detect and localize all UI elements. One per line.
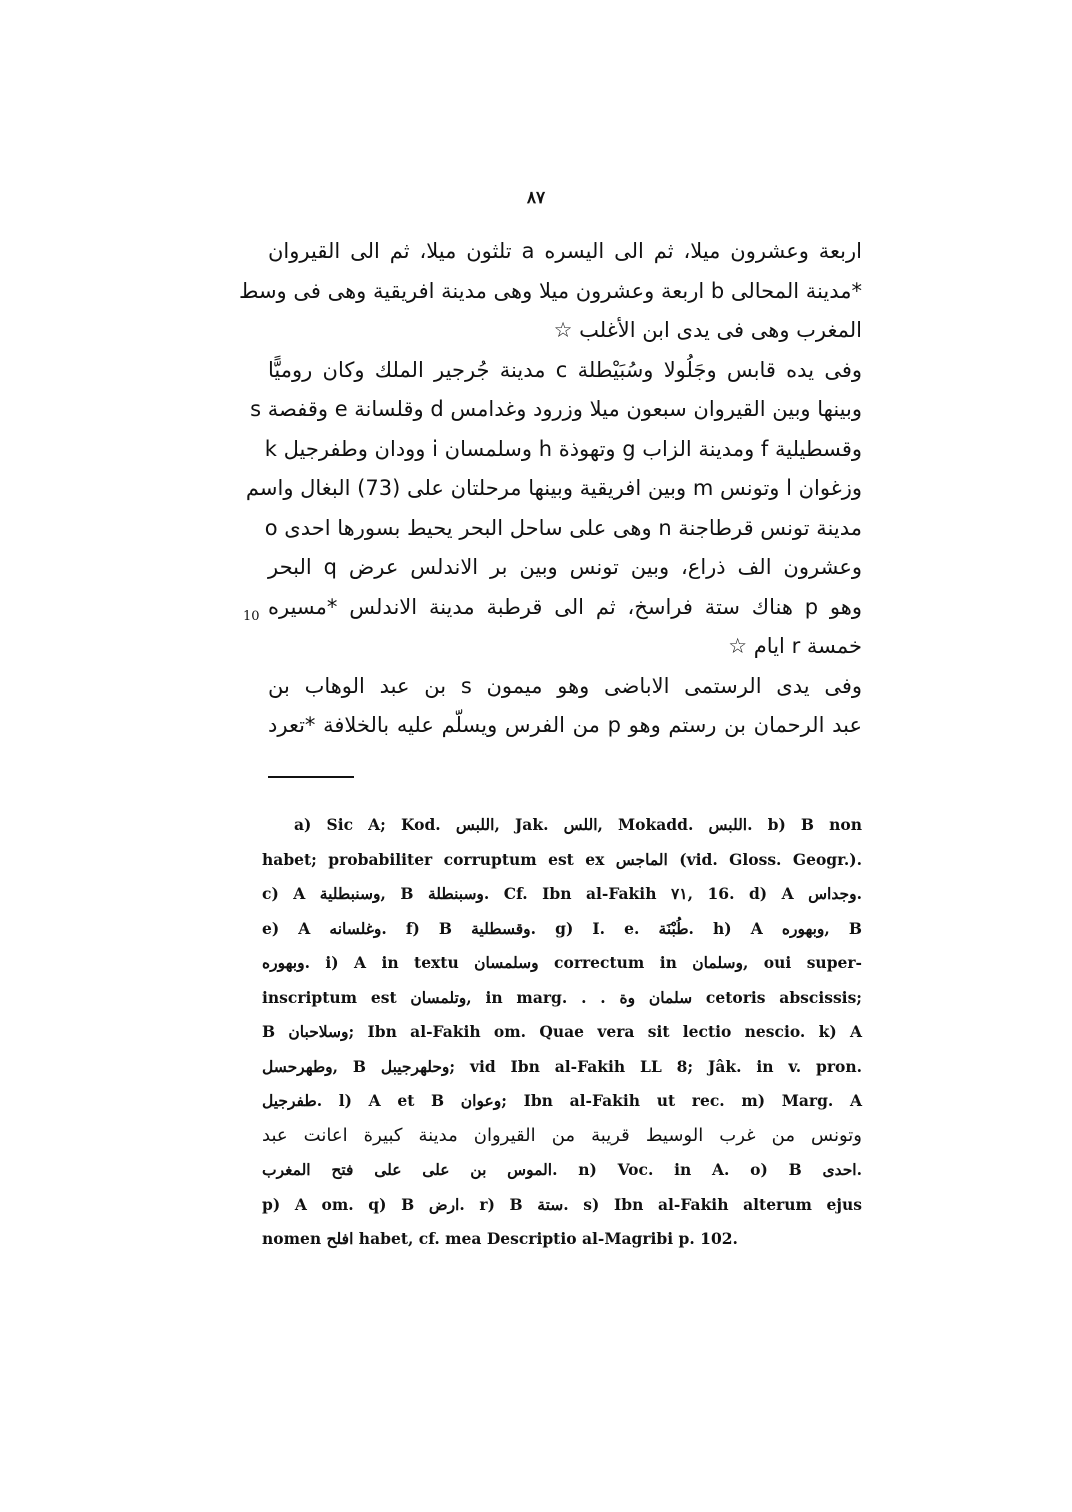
footnote-line: وتونس من غرب الوسيط قريبة من القيروان مدينة كبيرة اعانت عبد: [262, 1124, 862, 1146]
footnote-line: p) A om. q) B ارض. r) B ستة. s) Ibn al-Fakih alterum ejus: [262, 1194, 863, 1214]
footnote-line: inscriptum est وتلمسان, in marg. . . سلمان وة cetoris abscissis;: [262, 987, 863, 1007]
body-line: وهو p هناك ستة فراسخ، ثم الى قرطبة مدينة الاندلس *مسيره: [268, 594, 862, 619]
body-line: المغرب وهى فى يدى ابن الأغلب ☆: [553, 318, 862, 342]
page-number: ٨٧: [526, 188, 546, 208]
footnote-line: طفرجيل. l) A et B وعوان; Ibn al-Fakih ut rec. m) Marg. A: [262, 1091, 862, 1110]
body-line: اربعة وعشرون ميلا، ثم الى اليسره a تلثون ميلا، ثم الى القيروان: [268, 239, 862, 263]
footnote-line: habet; probabiliter corruptum est ex الماجس (vid. Gloss. Geogr.).: [262, 849, 863, 869]
body-line: وزغوان l وتونس m وبين افريقية وبينها مرحلتان على (73) البغال واسم: [245, 476, 862, 500]
footnote-line: nomen افلح habet, cf. mea Descriptio al-Magribi p. 102.: [262, 1229, 738, 1248]
footnote-separator-rule: [268, 776, 354, 778]
margin-line-number: 10: [243, 609, 260, 624]
footnote-line: a) Sic A; Kod. اللبس, Jak. اللس, Mokadd. اللبس. b) B non: [294, 815, 863, 834]
body-line: وبينها وبين القيروان سبعون ميلا وزرود وغدامس d وقلسانة e وقفصة s: [250, 397, 862, 421]
body-line: وفى يده قابس وجَلُولا وسُبَيْطلة c مدينة جُرجير الملك وكان روميًّا: [268, 357, 862, 382]
footnote-line: وطهرحسل, B وحلهرجيبل; vid Ibn al-Fakih LL 8; Jâk. in v. pron.: [262, 1056, 862, 1076]
footnote-line: الموس بن على على فتح المغرب. n) Voc. in A. o) B احدى.: [262, 1160, 862, 1179]
body-line: وقسطيلية f ومدينة الزاب g وتهوذة h وسلمسان i وودان وطفرجيل k: [264, 436, 862, 461]
body-line: وفى يدى الرستمى الاباضى وهو ميمون s بن عبد الوهاب بن: [268, 673, 862, 698]
footnote-line: e) A وغلسانه. f) B وقسطلية. g) I. e. طُبْنَة. h) A وبهوره, B: [262, 918, 863, 938]
footnotes-block: [262, 808, 862, 1257]
body-line: مدينة تونس قرطاجنة n وهى على ساحل البحر يحيط بسورها احدى o: [264, 515, 862, 540]
footnote-line: وبهوره. i) A in textu وسلمسان correctum in وسلمان, oui super-: [262, 953, 862, 972]
body-line: عبد الرحمان بن رستم وهو p من الفرس ويسلّم عليه بالخلافة *تعرد: [268, 713, 862, 737]
footnote-line: c) A وسنبطلية, B وسبنطلة. Cf. Ibn al-Fakih ٧١, 16. d) A وجداس.: [262, 884, 862, 903]
footnote-line: B وسلاحبان; Ibn al-Fakih om. Quae vera sit lectio nescio. k) A: [262, 1022, 863, 1041]
body-line: خمسة r ايام ☆: [728, 634, 862, 658]
body-line: وعشرون الف ذراع، وبين تونس وبين بر الاندلس عرض q البحر: [268, 555, 862, 579]
body-line: *مدينة المحالى b اربعة وعشرون ميلا وهى مدينة افريقية وهى فى وسط: [239, 278, 862, 303]
